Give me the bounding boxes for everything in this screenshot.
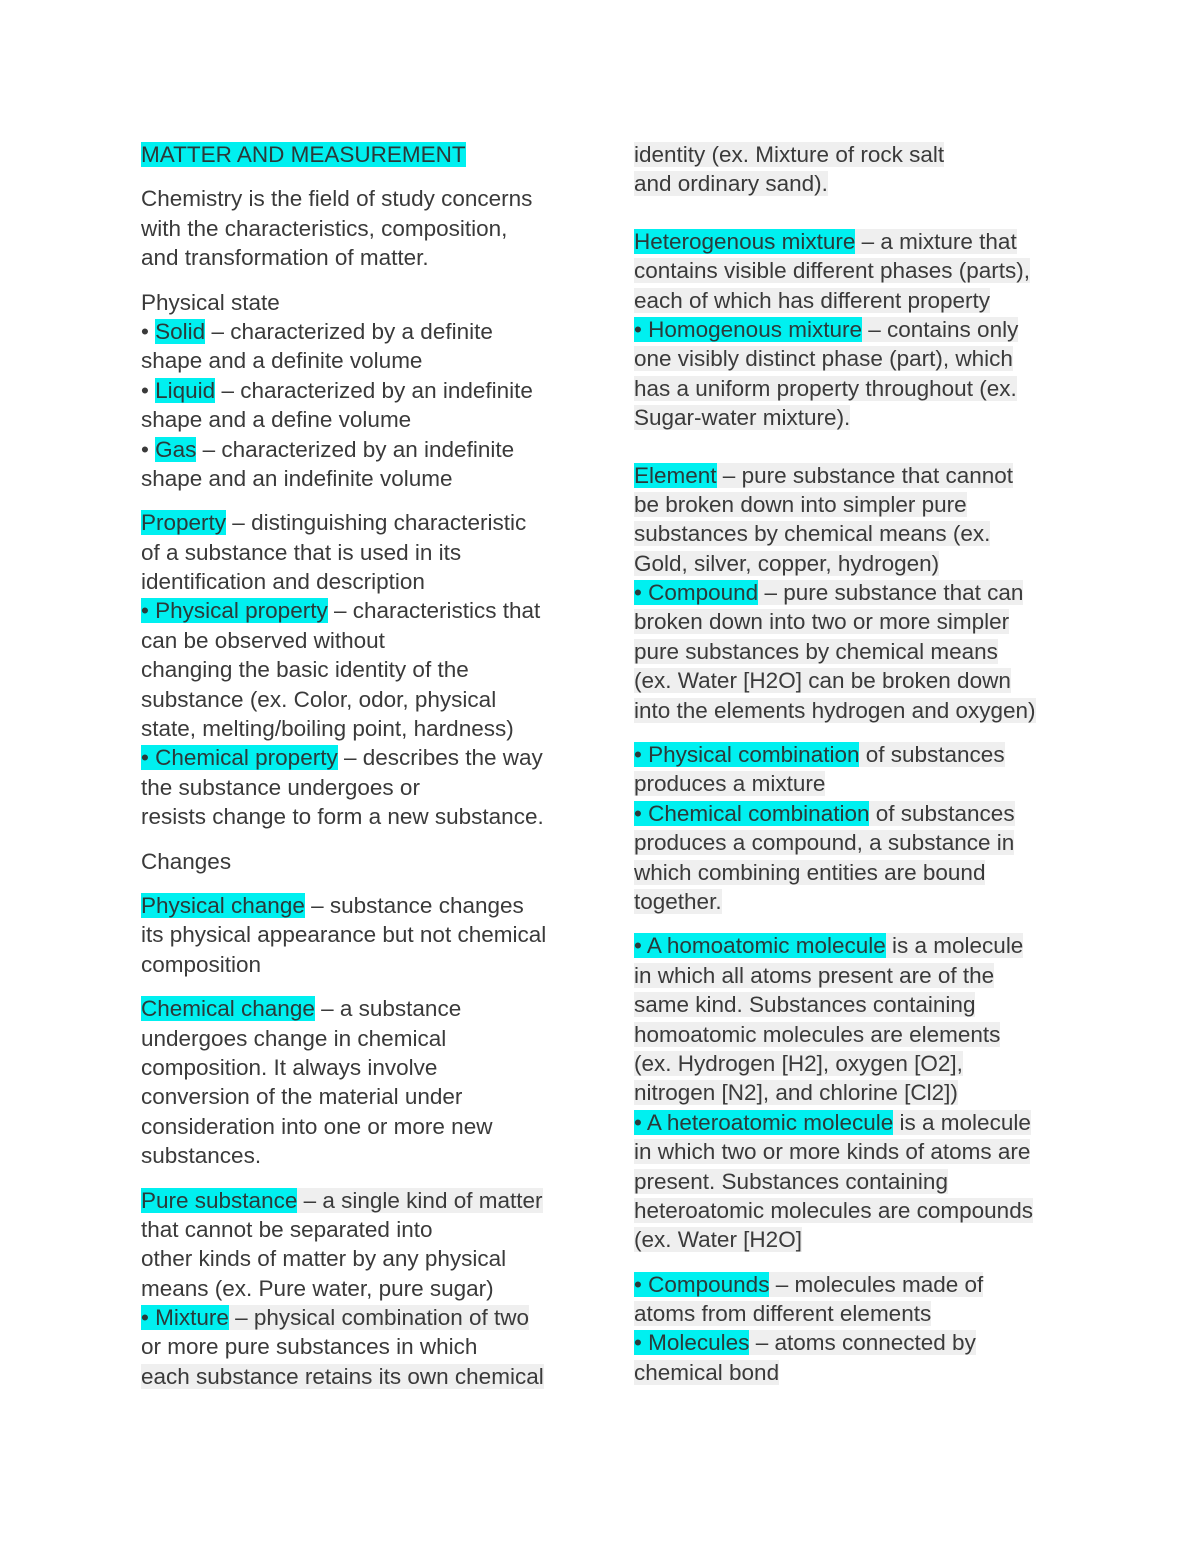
text-line xyxy=(634,1049,1074,1078)
text-line xyxy=(634,315,1074,344)
text-line xyxy=(141,714,581,743)
text-line xyxy=(634,1196,1074,1225)
body-text: Physical state xyxy=(141,289,280,315)
line-text xyxy=(634,1110,1031,1135)
line-text xyxy=(141,1055,437,1080)
line-text xyxy=(141,510,526,535)
body-text: of substances xyxy=(869,800,1015,826)
text-line xyxy=(634,637,1074,666)
body-text: Chemistry is the field of study concerns xyxy=(141,186,533,212)
line-text xyxy=(634,1051,963,1076)
highlighted-term: • Physical combination xyxy=(634,742,860,768)
body-text: (ex. Water [H2O] can be broken down xyxy=(634,668,1011,694)
text-line xyxy=(634,578,1074,607)
line-text xyxy=(634,860,985,885)
line-text xyxy=(634,1301,931,1326)
body-text: – characterized by an indefinite xyxy=(196,436,515,462)
body-text: in which two or more kinds of atoms are xyxy=(634,1139,1031,1165)
line-text xyxy=(634,889,722,914)
line-text xyxy=(141,216,507,241)
text-line xyxy=(141,1082,581,1111)
highlighted-term: • A homoatomic molecule xyxy=(634,933,886,959)
text-line xyxy=(141,626,581,655)
body-text: of a substance that is used in its xyxy=(141,539,462,565)
text-line xyxy=(634,858,1074,887)
body-text: in which all atoms present are of the xyxy=(634,962,995,988)
body-text: homoatomic molecules are elements xyxy=(634,1021,1001,1047)
text-line xyxy=(634,344,1074,373)
line-text xyxy=(634,1198,1033,1223)
highlighted-term: Gas xyxy=(155,436,197,462)
line-text xyxy=(141,407,411,432)
body-text: composition xyxy=(141,951,262,977)
body-text: resists change to form a new substance. xyxy=(141,804,544,830)
body-text: has a uniform property throughout (ex. xyxy=(634,375,1017,401)
body-text: substances by chemical means (ex. xyxy=(634,521,991,547)
highlighted-term: Physical change xyxy=(141,892,305,918)
text-line xyxy=(141,596,581,625)
paragraph-spacer xyxy=(141,1171,581,1186)
text-line xyxy=(634,1078,1074,1107)
body-text: undergoes change in chemical xyxy=(141,1025,447,1051)
line-text xyxy=(141,1114,492,1139)
line-text xyxy=(141,849,231,874)
body-text: – characteristics that xyxy=(327,598,541,624)
text-line xyxy=(141,773,581,802)
line-text xyxy=(634,521,990,546)
line-text xyxy=(634,551,939,576)
line-text xyxy=(141,922,546,947)
text-line xyxy=(634,1270,1074,1299)
body-text: nitrogen [N2], and chlorine [Cl2]) xyxy=(634,1080,958,1106)
text-line xyxy=(141,317,581,346)
body-text: – substance changes xyxy=(304,892,524,918)
line-text xyxy=(141,1246,506,1271)
line-text xyxy=(634,492,967,517)
highlighted-term: Solid xyxy=(155,318,206,344)
highlighted-term: • Chemical combination xyxy=(634,800,870,826)
body-text: shape and an indefinite volume xyxy=(141,465,453,491)
line-text xyxy=(141,245,429,270)
body-text: (ex. Water [H2O] xyxy=(634,1227,802,1253)
body-text: each substance retains its own chemical xyxy=(141,1363,544,1389)
line-text xyxy=(634,933,1023,958)
text-line xyxy=(634,374,1074,403)
bullet: • xyxy=(141,318,156,344)
body-text: and ordinary sand). xyxy=(634,171,828,197)
paragraph-spacer xyxy=(141,493,581,508)
body-text: can be observed without xyxy=(141,627,385,653)
body-text: or more pure substances in which xyxy=(141,1334,478,1360)
body-text: composition. It always involve xyxy=(141,1054,438,1080)
line-text xyxy=(141,142,466,167)
body-text: which combining entities are bound xyxy=(634,859,986,885)
paragraph-spacer xyxy=(634,916,1074,931)
text-line xyxy=(141,1332,581,1361)
body-text: Gold, silver, copper, hydrogen) xyxy=(634,550,940,576)
text-line xyxy=(634,490,1074,519)
text-line xyxy=(634,990,1074,1019)
paragraph-spacer xyxy=(141,273,581,288)
text-line xyxy=(141,346,581,375)
body-text: conversion of the material under xyxy=(141,1084,463,1110)
text-line xyxy=(634,169,1074,198)
text-line xyxy=(634,403,1074,432)
line-text xyxy=(141,745,543,770)
line-text xyxy=(634,346,1013,371)
text-line xyxy=(634,227,1074,256)
line-text xyxy=(141,628,385,653)
line-text xyxy=(141,1217,432,1242)
text-line xyxy=(634,549,1074,578)
text-line xyxy=(141,802,581,831)
line-text xyxy=(634,668,1011,693)
text-line xyxy=(141,920,581,949)
text-line xyxy=(141,288,581,317)
line-text xyxy=(141,598,540,623)
line-text xyxy=(634,142,944,167)
body-text: Sugar-water mixture). xyxy=(634,405,851,431)
bullet: • xyxy=(141,436,156,462)
text-line xyxy=(634,696,1074,725)
text-line xyxy=(141,140,581,169)
line-text xyxy=(634,1169,948,1194)
line-text xyxy=(634,639,998,664)
body-text: – a mixture that xyxy=(855,228,1017,254)
text-line xyxy=(634,1108,1074,1137)
body-text: means (ex. Pure water, pure sugar) xyxy=(141,1275,494,1301)
text-line xyxy=(634,931,1074,960)
text-line xyxy=(141,184,581,213)
text-line xyxy=(634,769,1074,798)
line-text xyxy=(141,1188,543,1213)
text-line xyxy=(141,435,581,464)
highlighted-term: Liquid xyxy=(155,377,216,403)
text-line xyxy=(141,743,581,772)
body-text: Changes xyxy=(141,848,232,874)
text-line xyxy=(634,961,1074,990)
line-text xyxy=(141,657,469,682)
text-line xyxy=(634,666,1074,695)
text-line xyxy=(634,828,1074,857)
text-line xyxy=(634,1328,1074,1357)
line-text xyxy=(634,317,1018,342)
body-text: identification and description xyxy=(141,569,425,595)
line-text xyxy=(141,348,422,373)
body-text: – atoms connected by xyxy=(749,1330,976,1356)
body-text: and transformation of matter. xyxy=(141,245,429,271)
body-text: shape and a define volume xyxy=(141,407,412,433)
line-text xyxy=(141,1276,494,1301)
text-line xyxy=(634,1358,1074,1387)
line-text xyxy=(634,1022,1000,1047)
body-text: of substances xyxy=(859,742,1005,768)
highlighted-term: Element xyxy=(634,462,717,488)
line-text xyxy=(141,1305,529,1330)
line-text xyxy=(634,405,850,430)
text-line xyxy=(634,607,1074,636)
body-text: – a substance xyxy=(314,996,462,1022)
highlighted-term: • A heteroatomic molecule xyxy=(634,1109,894,1135)
line-text xyxy=(634,1227,802,1252)
body-text: is a molecule xyxy=(885,933,1024,959)
line-text xyxy=(634,288,990,313)
line-text xyxy=(141,716,514,741)
line-text xyxy=(634,742,1005,767)
body-text: present. Substances containing xyxy=(634,1168,948,1194)
body-text: – physical combination of two xyxy=(228,1305,530,1331)
paragraph-spacer xyxy=(141,169,581,184)
body-text: shape and a definite volume xyxy=(141,348,423,374)
body-text: be broken down into simpler pure xyxy=(634,491,967,517)
line-text xyxy=(141,952,261,977)
body-text: one visibly distinct phase (part), which xyxy=(634,346,1013,372)
body-text: – pure substance that can xyxy=(758,580,1024,606)
line-text xyxy=(141,290,280,315)
line-text xyxy=(634,992,975,1017)
line-text xyxy=(141,437,514,462)
body-text: produces a compound, a substance in xyxy=(634,830,1015,856)
text-line xyxy=(634,1167,1074,1196)
highlighted-term: • Compound xyxy=(634,580,759,606)
left-column xyxy=(141,140,581,1391)
body-text: other kinds of matter by any physical xyxy=(141,1246,507,1272)
line-text xyxy=(141,319,493,344)
text-line xyxy=(634,1225,1074,1254)
text-line xyxy=(141,1362,581,1391)
body-text: changing the basic identity of the xyxy=(141,657,469,683)
text-line xyxy=(141,1186,581,1215)
body-text: – characterized by an indefinite xyxy=(215,377,533,403)
body-text: each of which has different property xyxy=(634,287,991,313)
text-line xyxy=(141,567,581,596)
highlighted-term: Property xyxy=(141,510,227,536)
text-line xyxy=(634,461,1074,490)
paragraph-spacer xyxy=(634,725,1074,740)
line-text xyxy=(634,1080,958,1105)
body-text: – a single kind of matter xyxy=(297,1187,543,1213)
highlighted-term: • Homogenous mixture xyxy=(634,316,862,342)
body-text: – describes the way xyxy=(337,745,543,771)
line-text xyxy=(141,466,452,491)
line-text xyxy=(634,1360,779,1385)
highlighted-term: • Physical property xyxy=(141,598,328,624)
highlighted-term: Heterogenous mixture xyxy=(634,228,856,254)
text-line xyxy=(141,1244,581,1273)
text-line xyxy=(141,1274,581,1303)
text-line xyxy=(141,685,581,714)
body-text: (ex. Hydrogen [H2], oxygen [O2], xyxy=(634,1050,963,1076)
text-line xyxy=(141,950,581,979)
body-text: that cannot be separated into xyxy=(141,1216,433,1242)
line-text xyxy=(141,893,524,918)
paragraph-spacer xyxy=(634,433,1074,461)
text-line xyxy=(141,1053,581,1082)
text-line xyxy=(634,1299,1074,1328)
line-text xyxy=(634,463,1013,488)
body-text: its physical appearance but not chemical xyxy=(141,922,547,948)
text-line xyxy=(141,243,581,272)
paragraph-spacer xyxy=(141,832,581,847)
line-text xyxy=(634,1139,1030,1164)
text-line xyxy=(634,1137,1074,1166)
highlighted-term: • Molecules xyxy=(634,1330,750,1356)
line-text xyxy=(634,609,1009,634)
line-text xyxy=(634,698,1036,723)
line-text xyxy=(634,1330,976,1355)
paragraph-spacer xyxy=(141,979,581,994)
text-line xyxy=(141,1024,581,1053)
body-text: atoms from different elements xyxy=(634,1301,932,1327)
body-text: – contains only xyxy=(861,316,1019,342)
text-line xyxy=(141,1112,581,1141)
body-text: broken down into two or more simpler xyxy=(634,609,1010,635)
body-text: substance (ex. Color, odor, physical xyxy=(141,686,497,712)
body-text: same kind. Substances containing xyxy=(634,992,976,1018)
line-text xyxy=(634,963,994,988)
line-text xyxy=(634,229,1017,254)
body-text: substances. xyxy=(141,1143,262,1169)
text-line xyxy=(141,376,581,405)
text-line xyxy=(634,519,1074,548)
text-line xyxy=(141,847,581,876)
line-text xyxy=(141,687,496,712)
text-line xyxy=(634,740,1074,769)
text-line xyxy=(634,1020,1074,1049)
line-text xyxy=(634,830,1014,855)
highlighted-term: MATTER AND MEASUREMENT xyxy=(141,142,466,167)
body-text: the substance undergoes or xyxy=(141,774,420,800)
body-text: – molecules made of xyxy=(769,1271,984,1297)
paragraph-spacer xyxy=(141,876,581,891)
line-text xyxy=(141,804,544,829)
line-text xyxy=(141,1084,462,1109)
line-text xyxy=(141,540,461,565)
body-text: contains visible different phases (parts), xyxy=(634,258,1031,284)
highlighted-term: Pure substance xyxy=(141,1187,298,1213)
line-text xyxy=(634,1272,983,1297)
body-text: – characterized by a definite xyxy=(205,318,493,344)
body-text: is a molecule xyxy=(893,1109,1031,1135)
text-line xyxy=(634,286,1074,315)
text-line xyxy=(141,994,581,1023)
highlighted-term: • Chemical property xyxy=(141,745,338,771)
body-text: state, melting/boiling point, hardness) xyxy=(141,716,514,742)
line-text xyxy=(141,996,461,1021)
body-text: together. xyxy=(634,888,722,914)
body-text: chemical bond xyxy=(634,1359,780,1385)
text-line xyxy=(141,1141,581,1170)
text-line xyxy=(141,538,581,567)
body-text: into the elements hydrogen and oxygen) xyxy=(634,697,1036,723)
line-text xyxy=(141,569,425,594)
line-text xyxy=(141,775,420,800)
line-text xyxy=(141,1364,544,1389)
line-text xyxy=(634,771,825,796)
body-text: – distinguishing characteristic xyxy=(226,510,527,536)
paragraph-spacer xyxy=(634,1255,1074,1270)
line-text xyxy=(634,801,1015,826)
line-text xyxy=(141,186,532,211)
body-text: heteroatomic molecules are compounds xyxy=(634,1197,1033,1223)
highlighted-term: Chemical change xyxy=(141,996,315,1022)
text-line xyxy=(141,891,581,920)
line-text xyxy=(141,1334,477,1359)
body-text: – pure substance that cannot xyxy=(716,462,1014,488)
body-text: with the characteristics, composition, xyxy=(141,215,508,241)
highlighted-term: • Mixture xyxy=(141,1305,229,1331)
line-text xyxy=(634,171,828,196)
line-text xyxy=(141,378,533,403)
line-text xyxy=(634,258,1030,283)
line-text xyxy=(634,580,1023,605)
line-text xyxy=(141,1143,261,1168)
body-text: identity (ex. Mixture of rock salt xyxy=(634,142,945,167)
text-line xyxy=(141,405,581,434)
paragraph-spacer xyxy=(634,199,1074,227)
text-line xyxy=(141,655,581,684)
text-line xyxy=(141,464,581,493)
text-line xyxy=(634,799,1074,828)
body-text: produces a mixture xyxy=(634,771,826,797)
right-column xyxy=(634,140,1074,1387)
body-text: consideration into one or more new xyxy=(141,1113,493,1139)
text-line xyxy=(634,887,1074,916)
body-text: pure substances by chemical means xyxy=(634,638,998,664)
line-text xyxy=(141,1026,446,1051)
line-text xyxy=(634,376,1017,401)
text-line xyxy=(141,1303,581,1332)
text-line xyxy=(141,508,581,537)
text-line xyxy=(634,140,1074,169)
text-line xyxy=(634,256,1074,285)
bullet: • xyxy=(141,377,156,403)
text-line xyxy=(141,1215,581,1244)
highlighted-term: • Compounds xyxy=(634,1271,770,1297)
text-line xyxy=(141,214,581,243)
